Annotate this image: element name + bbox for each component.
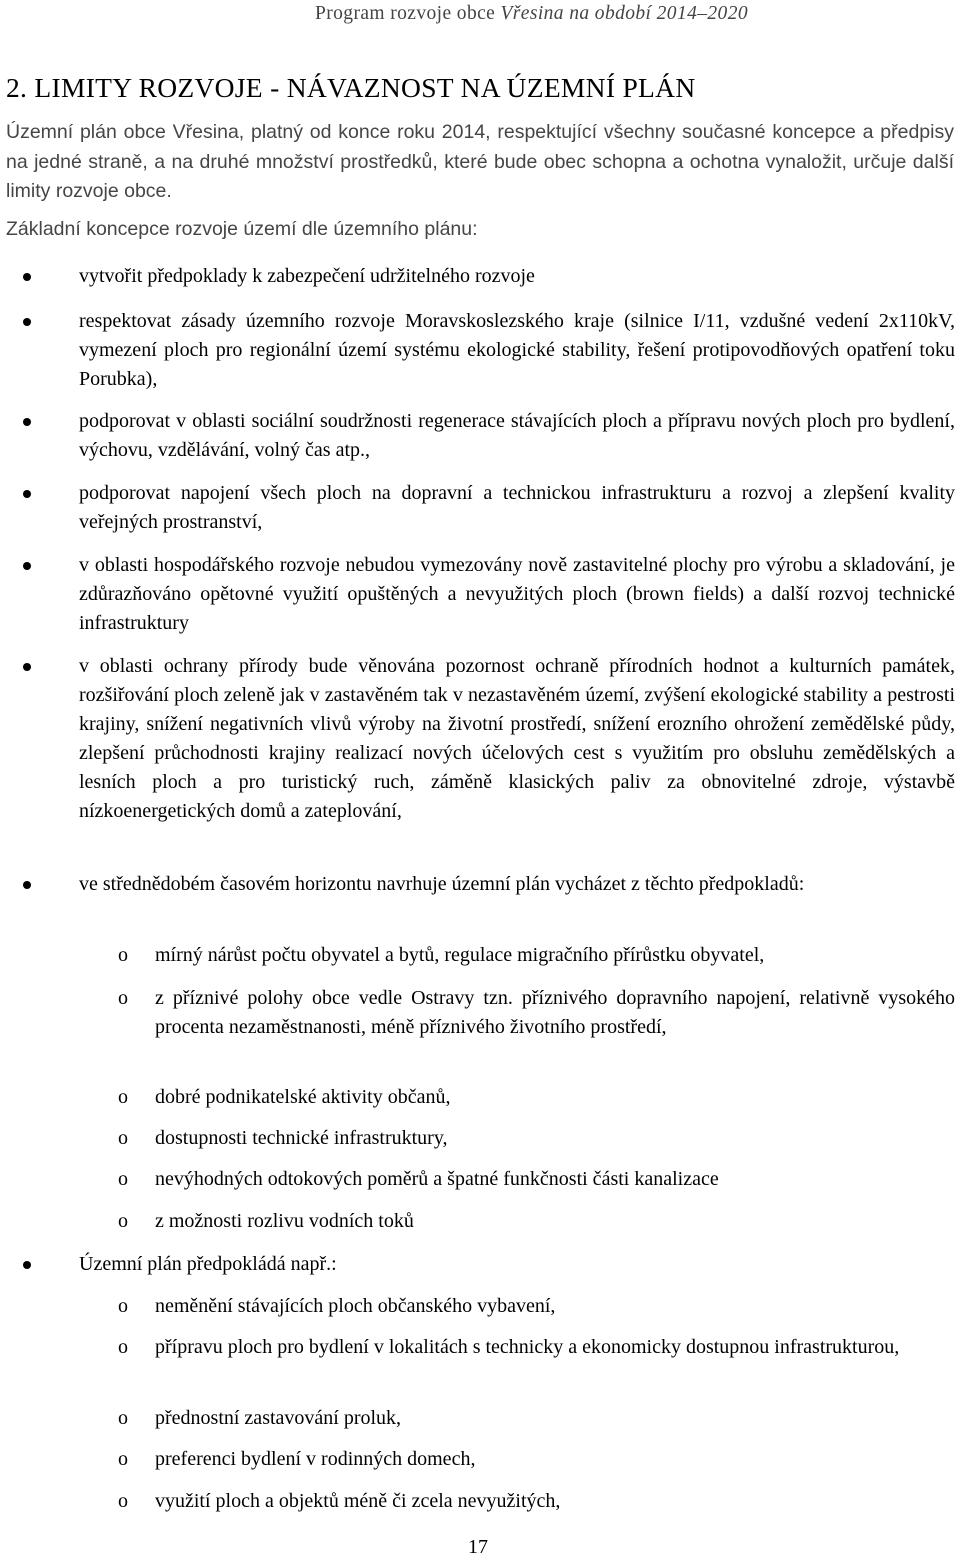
bullet-icon — [23, 418, 31, 426]
bullet-icon — [23, 1261, 31, 1269]
sub-bullet-icon: o — [118, 944, 128, 966]
running-header — [315, 3, 748, 25]
list-item-text: podporovat napojení všech ploch na dopravní a technickou infrastrukturu a rozvoj a zlepšení kvality veřejných prostranství, — [79, 482, 955, 533]
sub-list-item-text: z možnosti rozlivu vodních toků — [155, 1210, 414, 1232]
section-title: 2. LIMITY ROZVOJE - NÁVAZNOST NA ÚZEMNÍ PLÁN — [6, 72, 696, 103]
list-item-text: ve střednědobém časovém horizontu navrhuje územní plán vycházet z těchto předpokladů: — [79, 873, 805, 895]
sub-list-item — [118, 1333, 955, 1362]
sub-bullet-icon: o — [118, 1127, 128, 1149]
list-item — [79, 407, 955, 465]
sub-list-item-text: přednostní zastavování proluk, — [155, 1407, 402, 1429]
sub-list-item-text: mírný nárůst počtu obyvatel a bytů, regulace migračního přírůstku obyvatel, — [155, 944, 765, 966]
sub-list-item-text: nevýhodných odtokových poměrů a špatné funkčnosti části kanalizace — [155, 1168, 719, 1190]
sub-bullet-icon: o — [118, 1295, 128, 1317]
lead-paragraph: Základní koncepce rozvoje území dle územního plánu: — [6, 218, 478, 240]
sub-list-item — [118, 1083, 955, 1112]
running-header-italic: Vřesina na období 2014–2020 — [500, 3, 748, 24]
list-item-text: v oblasti hospodářského rozvoje nebudou vymezovány nově zastavitelné plochy pro výrobu a skladování, je zdůrazňováno opětovné využití opuštěných a nevyužitých ploch (brown fields) a další rozvoj technické infrastruktury — [79, 554, 955, 634]
bullet-icon — [23, 881, 31, 889]
bullet-icon — [23, 490, 31, 498]
bullet-icon — [23, 663, 31, 671]
bullet-icon — [23, 273, 31, 281]
list-item-text: respektovat zásady územního rozvoje Moravskoslezského kraje (silnice I/11, vzdušné vedení 2x110kV, vymezení ploch pro regionální území systému ekologické stability, řešení protipovodňových opatření toku Porubka), — [79, 310, 955, 390]
sub-bullet-icon: o — [118, 1336, 128, 1358]
sub-list-item-text: neměnění stávajících ploch občanského vybavení, — [155, 1295, 556, 1317]
list-item-text: Územní plán předpokládá např.: — [79, 1253, 337, 1275]
sub-bullet-icon: o — [118, 987, 128, 1009]
list-item — [79, 1250, 955, 1279]
list-item-text: vytvořit předpoklady k zabezpečení udržitelného rozvoje — [79, 265, 535, 287]
list-item-text: podporovat v oblasti sociální soudržnosti regenerace stávajících ploch a přípravu nových ploch pro bydlení, výchovu, vzdělávání, volný čas atp., — [79, 410, 955, 461]
page-number: 17 — [468, 1536, 488, 1558]
list-item-text: v oblasti ochrany přírody bude věnována pozornost ochraně přírodních hodnot a kulturních památek, rozšiřování ploch zeleně jak v zastavěném tak v nezastavěném území, zvýšení ekologické stability a pestrosti krajiny, snížení negativních vlivů výroby na životní prostředí, snížení erozního ohrožení zemědělské půdy, zlepšení průchodnosti krajiny realizací nových účelových cest s využitím pro obsluhu zemědělských a lesních ploch a pro turistický ruch, záměně klasických paliv za obnovitelné zdroje, výstavbě nízkoenergetických domů a zateplování, — [79, 655, 955, 822]
list-item — [79, 551, 955, 638]
sub-bullet-icon: o — [118, 1490, 128, 1512]
sub-list-item — [118, 1292, 955, 1321]
running-header-prefix: Program rozvoje obce — [315, 3, 501, 24]
sub-list-item — [118, 1207, 955, 1236]
list-item — [79, 262, 955, 291]
sub-list-item — [118, 1165, 955, 1194]
list-item — [79, 307, 955, 394]
sub-bullet-icon: o — [118, 1210, 128, 1232]
sub-bullet-icon: o — [118, 1407, 128, 1429]
sub-list-item — [118, 1404, 955, 1433]
intro-paragraph: Územní plán obce Vřesina, platný od konce roku 2014, respektující všechny současné koncepce a předpisy na jedné straně, a na druhé množství prostředků, které bude obec schopna a ochotna vynaložit, určuje další limity rozvoje obce. — [6, 121, 954, 202]
sub-list-item-text: dostupnosti technické infrastruktury, — [155, 1127, 448, 1149]
sub-list-item — [118, 1487, 955, 1516]
list-item — [79, 479, 955, 537]
sub-list-item — [118, 1445, 955, 1474]
sub-list-item-text: dobré podnikatelské aktivity občanů, — [155, 1086, 451, 1108]
list-item — [79, 870, 955, 899]
sub-list-item — [118, 941, 955, 970]
sub-bullet-icon: o — [118, 1086, 128, 1108]
bullet-icon — [23, 318, 31, 326]
sub-bullet-icon: o — [118, 1168, 128, 1190]
sub-list-item-text: preferenci bydlení v rodinných domech, — [155, 1448, 476, 1470]
sub-list-item — [118, 1124, 955, 1153]
sub-list-item — [118, 984, 955, 1042]
sub-list-item-text: přípravu ploch pro bydlení v lokalitách s technicky a ekonomicky dostupnou infrastrukturou, — [155, 1336, 900, 1358]
sub-bullet-icon: o — [118, 1448, 128, 1470]
bullet-icon — [23, 562, 31, 570]
sub-list-item-text: z příznivé polohy obce vedle Ostravy tzn. příznivého dopravního napojení, relativně vysokého procenta nezaměstnanosti, méně příznivého životního prostředí, — [155, 987, 955, 1038]
list-item — [79, 652, 955, 826]
sub-list-item-text: využití ploch a objektů méně či zcela nevyužitých, — [155, 1490, 561, 1512]
